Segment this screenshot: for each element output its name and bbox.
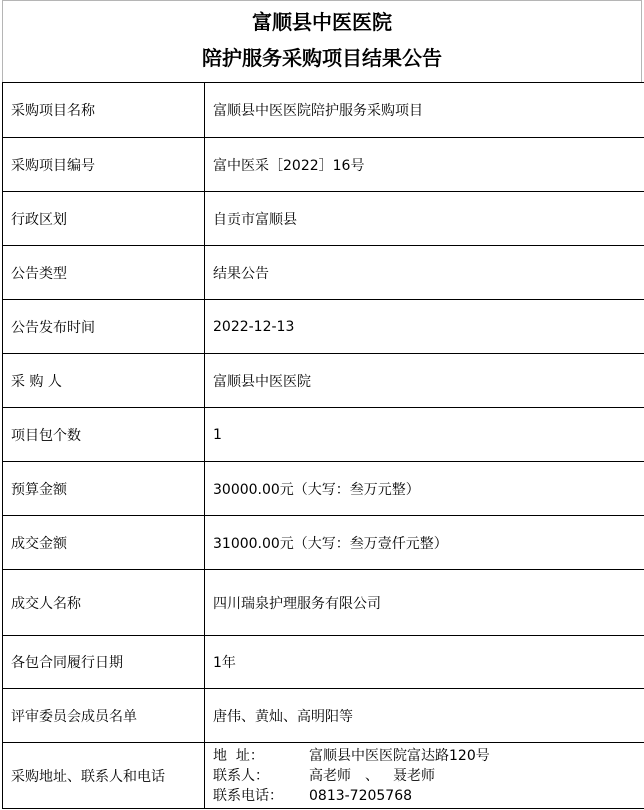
- label-publish-date: 公告发布时间: [3, 300, 205, 354]
- table-row: [3, 408, 644, 462]
- phone-value: 0813-7205768: [309, 787, 413, 804]
- address-value: 富顺县中医医院富达路120号: [309, 747, 490, 764]
- value-committee: 唐伟、黄灿、高明阳等: [205, 689, 644, 743]
- label-project-name: 采购项目名称: [3, 83, 205, 138]
- table-row: [3, 138, 644, 192]
- value-publish-date: 2022-12-13: [205, 300, 644, 354]
- contact-address-line: [213, 746, 644, 766]
- table-row: [3, 192, 644, 246]
- label-supplier: 成交人名称: [3, 570, 205, 636]
- announcement-sheet: [2, 0, 642, 809]
- value-region: 自贡市富顺县: [205, 192, 644, 246]
- phone-key: 联系电话：: [213, 787, 283, 804]
- value-project-name: 富顺县中医医院陪护服务采购项目: [205, 83, 644, 138]
- value-supplier: 四川瑞泉护理服务有限公司: [205, 570, 644, 636]
- person-1: 高老师: [309, 767, 351, 784]
- value-package-count: 1: [205, 408, 644, 462]
- value-contact-info: [205, 743, 644, 809]
- label-project-number: 采购项目编号: [3, 138, 205, 192]
- address-key: 地 址：: [213, 747, 264, 764]
- table-row: [3, 636, 644, 689]
- label-region: 行政区划: [3, 192, 205, 246]
- value-contract-period: 1年: [205, 636, 644, 689]
- contact-phone-line: [213, 786, 644, 806]
- value-project-number: 富中医采［2022］16号: [205, 138, 644, 192]
- label-purchaser: 采 购 人: [3, 354, 205, 408]
- value-purchaser: 富顺县中医医院: [205, 354, 644, 408]
- value-deal-amount: 31000.00元（大写：叁万壹仟元整）: [205, 516, 644, 570]
- label-contact-info: 采购地址、联系人和电话: [3, 743, 205, 809]
- value-budget: 30000.00元（大写：叁万元整）: [205, 462, 644, 516]
- contact-person-line: [213, 766, 644, 786]
- table-row: [3, 300, 644, 354]
- table-row: [3, 462, 644, 516]
- table-row: [3, 743, 644, 809]
- table-row: [3, 83, 644, 138]
- title-block: [2, 0, 642, 82]
- value-announcement-type: 结果公告: [205, 246, 644, 300]
- table-row: [3, 689, 644, 743]
- label-package-count: 项目包个数: [3, 408, 205, 462]
- label-budget: 预算金额: [3, 462, 205, 516]
- label-deal-amount: 成交金额: [3, 516, 205, 570]
- table-row: [3, 516, 644, 570]
- person-key: 联系人：: [213, 767, 269, 784]
- person-separator: 、: [365, 767, 379, 784]
- label-contract-period: 各包合同履行日期: [3, 636, 205, 689]
- label-committee: 评审委员会成员名单: [3, 689, 205, 743]
- table-row: [3, 570, 644, 636]
- person-2: 聂老师: [393, 767, 435, 784]
- title-hospital-name: 富顺县中医医院: [252, 10, 392, 34]
- table-row: [3, 354, 644, 408]
- announcement-table: [2, 82, 644, 809]
- table-row: [3, 246, 644, 300]
- title-announcement: 陪护服务采购项目结果公告: [202, 46, 442, 70]
- label-announcement-type: 公告类型: [3, 246, 205, 300]
